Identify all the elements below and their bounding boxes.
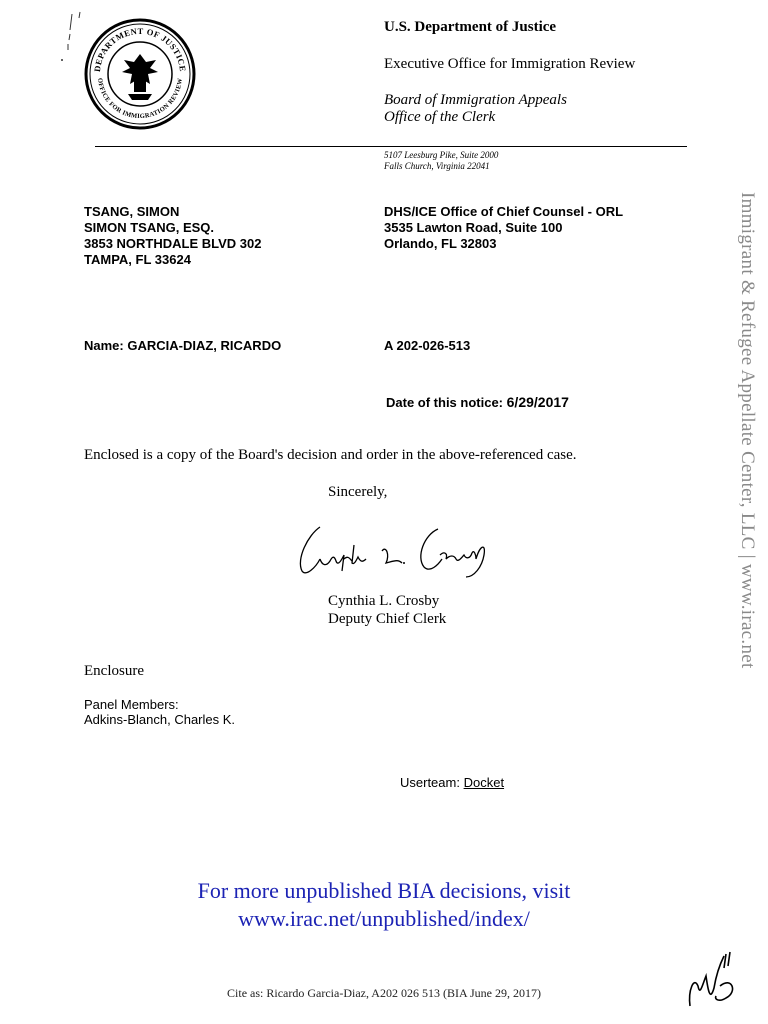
counsel-line: DHS/ICE Office of Chief Counsel - ORL <box>384 204 624 219</box>
closing: Sincerely, <box>328 484 388 500</box>
recipient-line: TAMPA, FL 33624 <box>84 252 191 267</box>
signature-image <box>290 515 500 585</box>
body-text: Enclosed is a copy of the Board's decision and order in the above-referenced case. <box>84 447 577 463</box>
case-name-value: GARCIA-DIAZ, RICARDO <box>127 338 282 353</box>
board-address <box>384 150 498 172</box>
panel-members-label: Panel Members: <box>84 697 179 712</box>
board-block <box>384 92 567 126</box>
header-divider <box>95 146 687 147</box>
board-address-line: 5107 Leesburg Pike, Suite 2000 <box>384 150 499 160</box>
side-watermark: Immigrant & Refugee Appellate Center, LLC | www.irac.net <box>737 192 758 669</box>
promo-line: For more unpublished BIA decisions, visit <box>197 878 571 903</box>
recipient-line: 3853 NORTHDALE BLVD 302 <box>84 236 262 251</box>
board-name: Board of Immigration Appeals <box>384 92 567 108</box>
office-name: Executive Office for Immigration Review <box>384 56 636 72</box>
notice-date-value: 6/29/2017 <box>506 394 569 410</box>
board-address-line: Falls Church, Virginia 22041 <box>384 161 490 171</box>
recipient-line: TSANG, SIMON <box>84 204 180 219</box>
doj-seal-icon <box>84 18 196 130</box>
panel-members <box>84 697 235 727</box>
userteam-value: Docket <box>463 775 505 790</box>
notice-date-label: Date of this notice: <box>386 395 504 410</box>
enclosure-label: Enclosure <box>84 663 144 679</box>
counsel-address <box>384 204 623 252</box>
panel-member: Adkins-Blanch, Charles K. <box>84 712 236 727</box>
signer-name: Cynthia L. Crosby <box>328 593 440 609</box>
case-name <box>84 338 281 353</box>
handwritten-initials-icon <box>684 946 742 1014</box>
clerk-office: Office of the Clerk <box>384 109 496 125</box>
citation: Cite as: Ricardo Garcia-Diaz, A202 026 513 (BIA June 29, 2017) <box>227 986 541 1000</box>
case-name-label: Name: <box>84 338 124 353</box>
counsel-line: 3535 Lawton Road, Suite 100 <box>384 220 563 235</box>
recipient-line: SIMON TSANG, ESQ. <box>84 220 215 235</box>
promo-link[interactable]: www.irac.net/unpublished/index/ <box>238 906 530 931</box>
counsel-line: Orlando, FL 32803 <box>384 236 497 251</box>
promo-block <box>0 877 768 933</box>
userteam <box>400 775 504 790</box>
recipient-address <box>84 204 261 268</box>
department-name: U.S. Department of Justice <box>384 19 557 35</box>
userteam-label: Userteam: <box>400 775 460 790</box>
seal-top-text: DEPARTMENT OF JUSTICE <box>91 25 189 73</box>
signer-title: Deputy Chief Clerk <box>328 611 447 627</box>
alien-number: A 202-026-513 <box>384 338 471 353</box>
signer-block <box>328 592 446 628</box>
notice-date <box>386 394 569 410</box>
seal-bottom-text: OFFICE FOR IMMIGRATION REVIEW <box>95 77 185 121</box>
